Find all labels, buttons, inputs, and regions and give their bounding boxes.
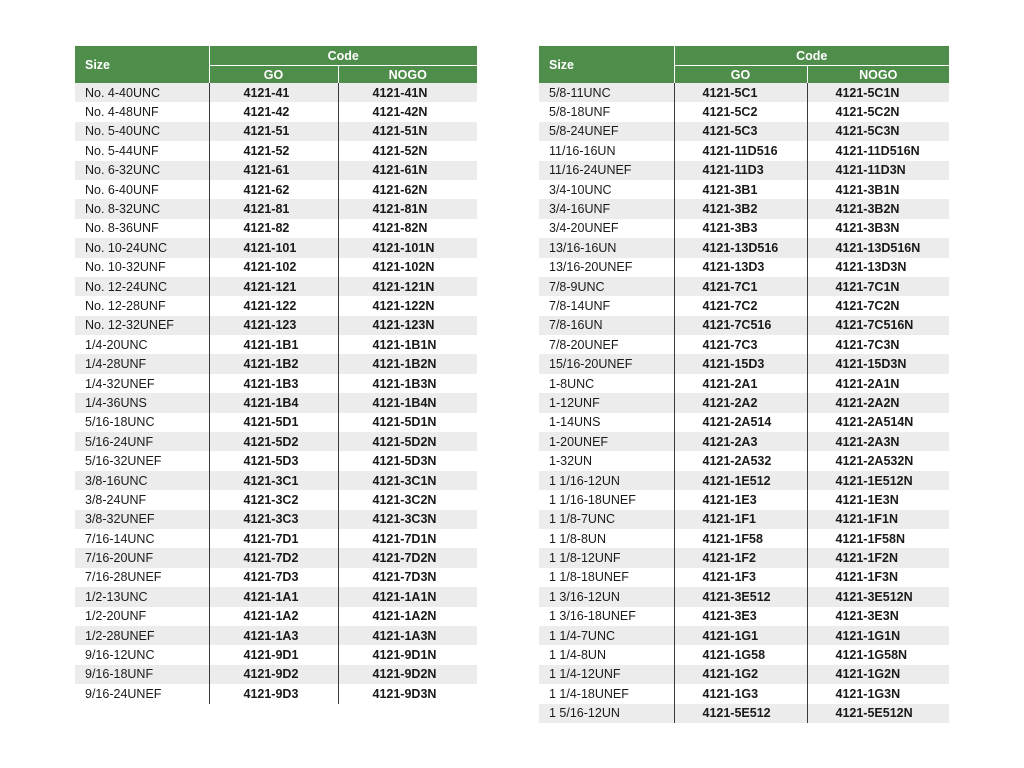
nogo-code-cell: 4121-1B2N	[338, 354, 477, 373]
go-code-cell: 4121-2A1	[674, 374, 807, 393]
table-row	[75, 374, 477, 393]
table-row	[75, 568, 477, 587]
go-code-cell: 4121-1F2	[674, 548, 807, 567]
size-cell: 1 1/16-18UNEF	[539, 490, 674, 509]
go-code-cell: 4121-2A2	[674, 393, 807, 412]
size-cell: 1/4-28UNF	[75, 354, 209, 373]
nogo-code-cell: 4121-1G3N	[807, 684, 949, 703]
table-row	[539, 122, 949, 141]
go-code-cell: 4121-1G1	[674, 626, 807, 645]
nogo-code-cell: 4121-9D2N	[338, 665, 477, 684]
table-row	[75, 122, 477, 141]
table-row	[75, 141, 477, 160]
code-header: Code	[674, 46, 949, 66]
nogo-code-cell: 4121-5C2N	[807, 102, 949, 121]
go-code-cell: 4121-7C2	[674, 296, 807, 315]
size-cell: 9/16-18UNF	[75, 665, 209, 684]
table-row	[539, 587, 949, 606]
size-cell: 1 1/8-7UNC	[539, 510, 674, 529]
go-code-cell: 4121-9D2	[209, 665, 338, 684]
go-code-cell: 4121-62	[209, 180, 338, 199]
nogo-code-cell: 4121-121N	[338, 277, 477, 296]
go-code-cell: 4121-82	[209, 219, 338, 238]
nogo-code-cell: 4121-2A2N	[807, 393, 949, 412]
nogo-code-cell: 4121-3C1N	[338, 471, 477, 490]
table-row	[539, 645, 949, 664]
size-cell: 1-14UNS	[539, 413, 674, 432]
size-cell: No. 4-48UNF	[75, 102, 209, 121]
gauge-table-right	[539, 46, 949, 723]
table-row	[75, 316, 477, 335]
nogo-code-cell: 4121-5D3N	[338, 451, 477, 470]
size-cell: 15/16-20UNEF	[539, 354, 674, 373]
go-code-cell: 4121-9D3	[209, 684, 338, 703]
nogo-code-cell: 4121-3C3N	[338, 510, 477, 529]
nogo-code-cell: 4121-3E3N	[807, 607, 949, 626]
table-row	[539, 626, 949, 645]
nogo-code-cell: 4121-1B4N	[338, 393, 477, 412]
go-code-cell: 4121-5D3	[209, 451, 338, 470]
size-cell: 7/8-9UNC	[539, 277, 674, 296]
size-cell: No. 6-40UNF	[75, 180, 209, 199]
size-cell: 1 5/16-12UN	[539, 704, 674, 723]
go-code-cell: 4121-52	[209, 141, 338, 160]
size-cell: No. 12-24UNC	[75, 277, 209, 296]
go-code-cell: 4121-102	[209, 258, 338, 277]
size-cell: 5/16-18UNC	[75, 413, 209, 432]
go-code-cell: 4121-3E3	[674, 607, 807, 626]
go-code-cell: 4121-3C2	[209, 490, 338, 509]
table-row	[539, 529, 949, 548]
size-cell: 1 1/4-12UNF	[539, 665, 674, 684]
table-row	[539, 161, 949, 180]
go-code-cell: 4121-7D3	[209, 568, 338, 587]
size-cell: 1-20UNEF	[539, 432, 674, 451]
nogo-code-cell: 4121-7C516N	[807, 316, 949, 335]
size-cell: 11/16-16UN	[539, 141, 674, 160]
size-cell: 7/8-14UNF	[539, 296, 674, 315]
table-row	[75, 510, 477, 529]
size-cell: 11/16-24UNEF	[539, 161, 674, 180]
size-cell: 1-32UN	[539, 451, 674, 470]
nogo-code-cell: 4121-9D1N	[338, 645, 477, 664]
table-row	[539, 199, 949, 218]
table-row	[539, 490, 949, 509]
nogo-code-cell: 4121-1F2N	[807, 548, 949, 567]
size-cell: 9/16-24UNEF	[75, 684, 209, 703]
nogo-code-cell: 4121-52N	[338, 141, 477, 160]
table-row	[75, 161, 477, 180]
nogo-code-cell: 4121-13D516N	[807, 238, 949, 257]
go-code-cell: 4121-7C516	[674, 316, 807, 335]
nogo-code-cell: 4121-101N	[338, 238, 477, 257]
table-body-right	[539, 83, 949, 723]
nogo-code-cell: 4121-3B3N	[807, 219, 949, 238]
size-cell: 1/2-13UNC	[75, 587, 209, 606]
nogo-code-cell: 4121-1A1N	[338, 587, 477, 606]
table-row	[539, 141, 949, 160]
size-cell: 1/4-36UNS	[75, 393, 209, 412]
table-row	[75, 548, 477, 567]
nogo-code-cell: 4121-7C1N	[807, 277, 949, 296]
go-code-cell: 4121-5D1	[209, 413, 338, 432]
size-cell: 7/8-20UNEF	[539, 335, 674, 354]
table-row	[539, 451, 949, 470]
go-code-cell: 4121-121	[209, 277, 338, 296]
go-code-cell: 4121-3E512	[674, 587, 807, 606]
nogo-code-cell: 4121-9D3N	[338, 684, 477, 703]
go-code-cell: 4121-3B1	[674, 180, 807, 199]
go-code-cell: 4121-51	[209, 122, 338, 141]
table-row	[75, 665, 477, 684]
go-code-cell: 4121-1B2	[209, 354, 338, 373]
go-code-cell: 4121-15D3	[674, 354, 807, 373]
table-row	[75, 199, 477, 218]
go-code-cell: 4121-123	[209, 316, 338, 335]
table-row	[539, 219, 949, 238]
size-cell: 1 1/8-8UN	[539, 529, 674, 548]
go-code-cell: 4121-1A2	[209, 607, 338, 626]
table-row	[539, 413, 949, 432]
nogo-code-cell: 4121-41N	[338, 83, 477, 102]
nogo-code-cell: 4121-3B2N	[807, 199, 949, 218]
table-row	[539, 607, 949, 626]
table-row	[539, 354, 949, 373]
go-code-cell: 4121-2A514	[674, 413, 807, 432]
table-row	[75, 258, 477, 277]
size-header: Size	[539, 46, 674, 83]
nogo-code-cell: 4121-1B3N	[338, 374, 477, 393]
nogo-code-cell: 4121-3C2N	[338, 490, 477, 509]
go-code-cell: 4121-5D2	[209, 432, 338, 451]
table-row	[75, 180, 477, 199]
table-row	[539, 704, 949, 723]
size-cell: No. 10-32UNF	[75, 258, 209, 277]
nogo-code-cell: 4121-123N	[338, 316, 477, 335]
gauge-table-left	[75, 46, 477, 704]
nogo-code-cell: 4121-122N	[338, 296, 477, 315]
table-row	[539, 374, 949, 393]
nogo-code-cell: 4121-7D3N	[338, 568, 477, 587]
table-row	[75, 451, 477, 470]
go-code-cell: 4121-3C1	[209, 471, 338, 490]
go-code-cell: 4121-7C3	[674, 335, 807, 354]
go-code-cell: 4121-7D1	[209, 529, 338, 548]
size-cell: 9/16-12UNC	[75, 645, 209, 664]
nogo-code-cell: 4121-2A1N	[807, 374, 949, 393]
go-header: GO	[674, 66, 807, 84]
table-row	[75, 413, 477, 432]
size-cell: 3/4-20UNEF	[539, 219, 674, 238]
go-code-cell: 4121-1F58	[674, 529, 807, 548]
go-code-cell: 4121-1E3	[674, 490, 807, 509]
table-row	[539, 296, 949, 315]
nogo-code-cell: 4121-1F1N	[807, 510, 949, 529]
nogo-code-cell: 4121-81N	[338, 199, 477, 218]
size-cell: 1-8UNC	[539, 374, 674, 393]
go-code-cell: 4121-2A532	[674, 451, 807, 470]
go-header: GO	[209, 66, 338, 84]
table-row	[75, 490, 477, 509]
nogo-code-cell: 4121-5E512N	[807, 704, 949, 723]
go-code-cell: 4121-11D3	[674, 161, 807, 180]
table-row	[539, 238, 949, 257]
nogo-code-cell: 4121-2A3N	[807, 432, 949, 451]
nogo-code-cell: 4121-5D2N	[338, 432, 477, 451]
go-code-cell: 4121-9D1	[209, 645, 338, 664]
nogo-code-cell: 4121-1A3N	[338, 626, 477, 645]
table-row	[539, 684, 949, 703]
nogo-code-cell: 4121-7C3N	[807, 335, 949, 354]
go-code-cell: 4121-3C3	[209, 510, 338, 529]
go-code-cell: 4121-81	[209, 199, 338, 218]
size-cell: No. 6-32UNC	[75, 161, 209, 180]
table-row	[75, 626, 477, 645]
nogo-code-cell: 4121-102N	[338, 258, 477, 277]
go-code-cell: 4121-1G58	[674, 645, 807, 664]
table-row	[75, 529, 477, 548]
table-row	[75, 432, 477, 451]
nogo-code-cell: 4121-15D3N	[807, 354, 949, 373]
nogo-code-cell: 4121-82N	[338, 219, 477, 238]
go-code-cell: 4121-1G2	[674, 665, 807, 684]
size-cell: 5/16-32UNEF	[75, 451, 209, 470]
nogo-code-cell: 4121-7D1N	[338, 529, 477, 548]
nogo-code-cell: 4121-62N	[338, 180, 477, 199]
size-cell: No. 8-32UNC	[75, 199, 209, 218]
size-cell: 7/16-20UNF	[75, 548, 209, 567]
go-code-cell: 4121-7D2	[209, 548, 338, 567]
table-row	[539, 335, 949, 354]
size-cell: No. 12-28UNF	[75, 296, 209, 315]
nogo-code-cell: 4121-5D1N	[338, 413, 477, 432]
go-code-cell: 4121-1B3	[209, 374, 338, 393]
nogo-code-cell: 4121-5C1N	[807, 83, 949, 102]
nogo-code-cell: 4121-7C2N	[807, 296, 949, 315]
size-cell: 3/8-32UNEF	[75, 510, 209, 529]
size-cell: 7/16-28UNEF	[75, 568, 209, 587]
go-code-cell: 4121-42	[209, 102, 338, 121]
nogo-code-cell: 4121-1F58N	[807, 529, 949, 548]
go-code-cell: 4121-1F1	[674, 510, 807, 529]
size-cell: 1 1/4-8UN	[539, 645, 674, 664]
table-row	[75, 684, 477, 703]
nogo-code-cell: 4121-61N	[338, 161, 477, 180]
table-row	[539, 316, 949, 335]
table-row	[539, 277, 949, 296]
size-cell: 3/4-10UNC	[539, 180, 674, 199]
nogo-header: NOGO	[338, 66, 477, 84]
size-cell: 1 3/16-18UNEF	[539, 607, 674, 626]
go-code-cell: 4121-7C1	[674, 277, 807, 296]
size-cell: 5/16-24UNF	[75, 432, 209, 451]
nogo-code-cell: 4121-1E3N	[807, 490, 949, 509]
go-code-cell: 4121-13D516	[674, 238, 807, 257]
nogo-code-cell: 4121-1G2N	[807, 665, 949, 684]
go-code-cell: 4121-5C1	[674, 83, 807, 102]
size-cell: 5/8-24UNEF	[539, 122, 674, 141]
table-row	[75, 335, 477, 354]
go-code-cell: 4121-61	[209, 161, 338, 180]
table-row	[539, 471, 949, 490]
go-code-cell: 4121-3B3	[674, 219, 807, 238]
size-cell: 1 1/8-12UNF	[539, 548, 674, 567]
size-cell: No. 5-44UNF	[75, 141, 209, 160]
go-code-cell: 4121-2A3	[674, 432, 807, 451]
size-cell: 3/8-24UNF	[75, 490, 209, 509]
nogo-code-cell: 4121-11D516N	[807, 141, 949, 160]
go-code-cell: 4121-1B1	[209, 335, 338, 354]
table-row	[75, 587, 477, 606]
table-row	[539, 83, 949, 102]
nogo-code-cell: 4121-13D3N	[807, 258, 949, 277]
table-row	[539, 393, 949, 412]
size-cell: 1 3/16-12UN	[539, 587, 674, 606]
size-cell: 1-12UNF	[539, 393, 674, 412]
table-row	[539, 180, 949, 199]
table-row	[75, 238, 477, 257]
nogo-code-cell: 4121-1G1N	[807, 626, 949, 645]
nogo-code-cell: 4121-2A514N	[807, 413, 949, 432]
table-row	[539, 102, 949, 121]
size-cell: 13/16-20UNEF	[539, 258, 674, 277]
table-row	[75, 296, 477, 315]
table-row	[539, 510, 949, 529]
table-row	[539, 548, 949, 567]
go-code-cell: 4121-13D3	[674, 258, 807, 277]
table-row	[75, 393, 477, 412]
table-row	[75, 607, 477, 626]
size-cell: No. 12-32UNEF	[75, 316, 209, 335]
table-row	[75, 219, 477, 238]
nogo-code-cell: 4121-1E512N	[807, 471, 949, 490]
go-code-cell: 4121-5C3	[674, 122, 807, 141]
code-header: Code	[209, 46, 477, 66]
table-row	[539, 432, 949, 451]
size-cell: 3/8-16UNC	[75, 471, 209, 490]
nogo-code-cell: 4121-1G58N	[807, 645, 949, 664]
size-cell: No. 4-40UNC	[75, 83, 209, 102]
size-header: Size	[75, 46, 209, 83]
size-cell: No. 10-24UNC	[75, 238, 209, 257]
table-body-left	[75, 83, 477, 704]
table-row	[75, 645, 477, 664]
table-row	[539, 568, 949, 587]
table-row	[539, 258, 949, 277]
table-row	[75, 471, 477, 490]
go-code-cell: 4121-1F3	[674, 568, 807, 587]
nogo-code-cell: 4121-3E512N	[807, 587, 949, 606]
nogo-code-cell: 4121-5C3N	[807, 122, 949, 141]
table-row	[539, 665, 949, 684]
size-cell: 7/16-14UNC	[75, 529, 209, 548]
nogo-code-cell: 4121-3B1N	[807, 180, 949, 199]
nogo-code-cell: 4121-7D2N	[338, 548, 477, 567]
nogo-code-cell: 4121-11D3N	[807, 161, 949, 180]
nogo-code-cell: 4121-1F3N	[807, 568, 949, 587]
size-cell: 3/4-16UNF	[539, 199, 674, 218]
go-code-cell: 4121-101	[209, 238, 338, 257]
size-cell: 13/16-16UN	[539, 238, 674, 257]
nogo-header: NOGO	[807, 66, 949, 84]
go-code-cell: 4121-41	[209, 83, 338, 102]
go-code-cell: 4121-3B2	[674, 199, 807, 218]
go-code-cell: 4121-1A3	[209, 626, 338, 645]
table-row	[75, 102, 477, 121]
nogo-code-cell: 4121-1B1N	[338, 335, 477, 354]
nogo-code-cell: 4121-2A532N	[807, 451, 949, 470]
table-row	[75, 277, 477, 296]
size-cell: 1 1/4-18UNEF	[539, 684, 674, 703]
size-cell: 1 1/4-7UNC	[539, 626, 674, 645]
nogo-code-cell: 4121-51N	[338, 122, 477, 141]
size-cell: 1/4-32UNEF	[75, 374, 209, 393]
nogo-code-cell: 4121-1A2N	[338, 607, 477, 626]
go-code-cell: 4121-11D516	[674, 141, 807, 160]
size-cell: 5/8-11UNC	[539, 83, 674, 102]
go-code-cell: 4121-1A1	[209, 587, 338, 606]
go-code-cell: 4121-1B4	[209, 393, 338, 412]
size-cell: 1/4-20UNC	[75, 335, 209, 354]
size-cell: No. 8-36UNF	[75, 219, 209, 238]
go-code-cell: 4121-5C2	[674, 102, 807, 121]
table-row	[75, 354, 477, 373]
go-code-cell: 4121-122	[209, 296, 338, 315]
go-code-cell: 4121-1E512	[674, 471, 807, 490]
size-cell: 1/2-28UNEF	[75, 626, 209, 645]
size-cell: 1 1/8-18UNEF	[539, 568, 674, 587]
size-cell: 1/2-20UNF	[75, 607, 209, 626]
size-cell: 1 1/16-12UN	[539, 471, 674, 490]
size-cell: No. 5-40UNC	[75, 122, 209, 141]
size-cell: 7/8-16UN	[539, 316, 674, 335]
nogo-code-cell: 4121-42N	[338, 102, 477, 121]
size-cell: 5/8-18UNF	[539, 102, 674, 121]
go-code-cell: 4121-1G3	[674, 684, 807, 703]
go-code-cell: 4121-5E512	[674, 704, 807, 723]
table-row	[75, 83, 477, 102]
